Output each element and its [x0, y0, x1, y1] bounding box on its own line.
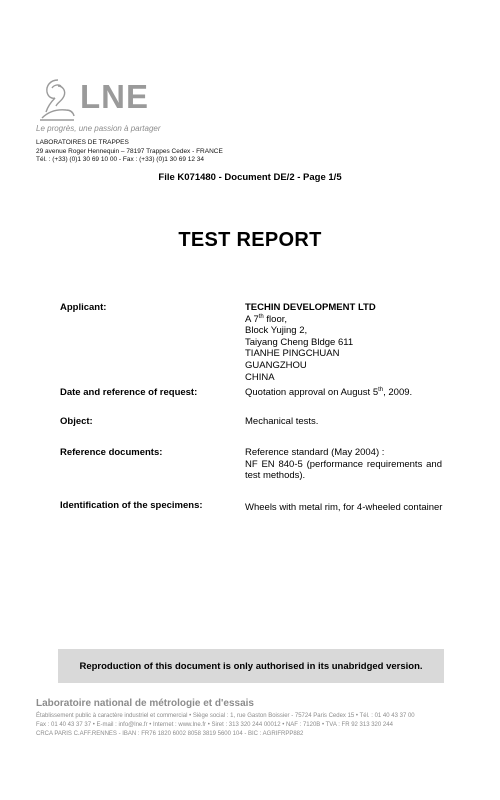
report-title: TEST REPORT — [178, 229, 322, 251]
lne-logo-text: LNE — [80, 78, 149, 115]
reference-value — [245, 447, 442, 482]
identification-value: Wheels with metal rim, for 4-wheeled container — [245, 502, 443, 513]
footer-line2: Fax : 01 40 43 37 37 • E-mail : info@lne.fr • Internet : www.lne.fr • Siret : 313 320 244 00012 • NAF : 7120B • TVA : FR 92 313 320 244 — [36, 722, 393, 728]
identification-label: Identification of the specimens: — [60, 500, 203, 511]
reference-label: Reference documents: — [60, 447, 163, 458]
footer-line1: Établissement public à caractère industriel et commercial • Siège social : 1, rue Gaston Boissier - 75724 Paris Cedex 15 • Tél. : 01 40 43 37 00 — [36, 713, 415, 719]
reference-line1: Reference standard (May 2004) : — [245, 447, 385, 458]
applicant-address-line2: Block Yujing 2, — [245, 325, 308, 337]
reference-line2: NF EN 840-5 (performance requirements and test methods). — [245, 458, 442, 482]
applicant-address-line1: A 7th floor, — [245, 313, 288, 325]
lab-address: 29 avenue Roger Hennequin – 78197 Trappes Cedex - FRANCE — [36, 148, 223, 155]
object-label: Object: — [60, 416, 93, 427]
applicant-value — [245, 302, 442, 383]
reproduction-notice-text: Reproduction of this document is only authorised in its unabridged version. — [79, 660, 423, 672]
file-reference: File K071480 - Document DE/2 - Page 1/5 — [158, 172, 342, 183]
applicant-address-line4: TIANHE PINGCHUAN — [245, 348, 340, 360]
lab-name: LABORATOIRES DE TRAPPES — [36, 139, 129, 146]
lne-logo-emblem-icon — [36, 76, 76, 122]
footer-line3: CRCA PARIS C.AFF.RENNES - IBAN : FR76 1820 6002 8058 3819 5600 104 - BIC : AGRIFRPP882 — [36, 731, 304, 737]
tagline: Le progrès, une passion à partager — [36, 124, 161, 133]
applicant-address-line5: GUANGZHOU — [245, 359, 307, 371]
date-value: Quotation approval on August 5th, 2009. — [245, 386, 413, 398]
applicant-address-line3: Taiyang Cheng Bldge 611 — [245, 336, 354, 348]
applicant-company: TECHIN DEVELOPMENT LTD — [245, 302, 376, 313]
lab-phone: Tél. : (+33) (0)1 30 69 10 00 - Fax : (+33) (0)1 30 69 12 34 — [36, 156, 205, 163]
applicant-label: Applicant: — [60, 302, 107, 313]
object-value: Mechanical tests. — [245, 416, 319, 427]
date-label: Date and reference of request: — [60, 387, 198, 398]
reproduction-notice — [58, 649, 444, 683]
footer-title: Laboratoire national de métrologie et d'essais — [36, 698, 254, 709]
applicant-address-line6: CHINA — [245, 371, 275, 383]
